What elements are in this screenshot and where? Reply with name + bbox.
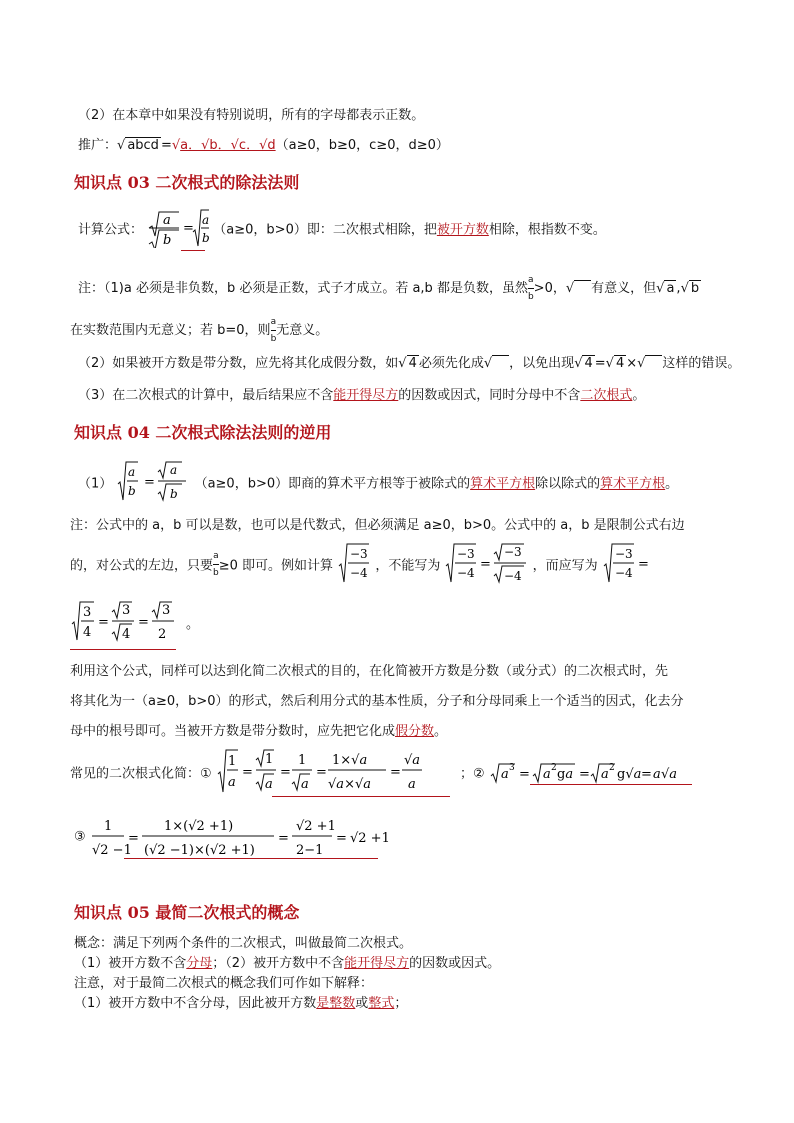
concept-line: 概念：满足下列两个条件的二次根式，叫做最简二次根式。: [74, 936, 413, 951]
cond-key1: 分母: [186, 956, 213, 971]
division-formula-line: [78, 208, 606, 248]
note2-a: 的，对公式的左边，只要: [70, 558, 214, 574]
note1-text-a: 注：（1)a 必须是非负数，b 必须是正数，式子才成立。若 a,b 都是负数，虽然: [78, 281, 528, 296]
svg-text:=: =: [480, 557, 492, 572]
svg-text:=: =: [640, 767, 652, 782]
svg-text:3: 3: [122, 603, 131, 618]
section-heading-03: 知识点 03 二次根式的除法法则: [74, 173, 300, 192]
svg-text:=: =: [315, 765, 327, 780]
note2-text-a: （2）如果被开方数是带分数，应先将其化成假分数，如: [78, 356, 399, 371]
svg-text:3: 3: [162, 603, 171, 618]
svg-text:1×(√2 +1): 1×(√2 +1): [163, 819, 233, 834]
red-underline: [181, 250, 205, 251]
note1-text-e: 无意义。: [276, 323, 329, 338]
svg-text:−3: −3: [457, 547, 476, 561]
svg-text:a: a: [227, 775, 236, 790]
svg-text:a: a: [542, 767, 551, 782]
svg-text:1×√a: 1×√a: [331, 753, 368, 768]
note2-d: ，而应写为: [532, 558, 598, 574]
svg-text:=: =: [144, 475, 156, 490]
note2-c: ，不能写为: [375, 558, 441, 574]
svg-text:3: 3: [508, 763, 515, 773]
svg-text:=: =: [578, 767, 590, 782]
svg-text:a: a: [600, 767, 609, 782]
svg-text:√a: √a: [660, 767, 677, 782]
example-result-math: [70, 600, 200, 650]
red-underline: [530, 784, 692, 785]
common-label: 常见的二次根式化简：①: [70, 766, 212, 782]
svg-text:−4: −4: [457, 566, 476, 580]
svg-text:−3: −3: [614, 547, 633, 561]
exp1-key1: 是整数: [316, 996, 356, 1011]
svg-text:−3: −3: [504, 545, 523, 559]
svg-text:=: =: [127, 831, 139, 846]
note3-key1: 能开得尽方: [333, 388, 399, 403]
svg-text:−4: −4: [614, 566, 633, 580]
svg-text:2−1: 2−1: [295, 843, 324, 858]
note-line1: 注：公式中的 a，b 可以是数，也可以是代数式，但必须满足 a≥0，b>0。公式中的 a，b 是限制公式右边: [70, 518, 685, 533]
svg-text:g√a: g√a: [616, 767, 642, 782]
svg-text:√2 −1: √2 −1: [91, 843, 132, 858]
svg-text:−4: −4: [350, 566, 368, 580]
svg-text:=: =: [389, 765, 401, 780]
note2-text-d: 这样的错误。: [662, 356, 741, 371]
svg-text:=: =: [138, 615, 149, 630]
svg-text:1: 1: [103, 819, 113, 834]
svg-text:4: 4: [122, 627, 131, 642]
inverse-rule-line: [78, 460, 678, 504]
formula-condition: （a≥0，b>0）即：二次根式相除，把: [213, 222, 437, 238]
note1-line2: 在实数范围内无意义；若 b=0，则 $\frac{a}{b}$ 无意义。: [70, 314, 328, 347]
note2-text-b: 必须先化成: [418, 356, 484, 371]
svg-text:a: a: [300, 777, 309, 792]
para-line1: 利用这个公式，同样可以达到化简二次根式的目的，在化简被开方数是分数（或分式）的二次根式时，先: [70, 664, 669, 679]
svg-text:−4: −4: [504, 569, 523, 583]
simplify-2-math: [489, 748, 689, 796]
item1-key2: 算术平方根: [600, 476, 666, 492]
right-form-math: [602, 542, 650, 586]
formula-key-term: 被开方数: [436, 222, 489, 238]
para3-key: 假分数: [395, 724, 435, 739]
svg-text:a: a: [264, 777, 273, 792]
svg-text:√a×√a: √a×√a: [327, 777, 371, 792]
para3-b: 。: [434, 724, 448, 739]
note2-text-c: ，以免出现: [509, 356, 575, 371]
simplify-3-math: [90, 812, 400, 862]
exp1-c: ；: [394, 996, 408, 1011]
svg-text:b: b: [163, 233, 172, 248]
svg-text:a: a: [163, 213, 171, 228]
svg-text:b: b: [170, 487, 179, 501]
red-underline: [124, 858, 378, 859]
para-line3: [70, 720, 447, 739]
svg-text:=: =: [518, 767, 530, 782]
cond-key2: 能开得尽方: [344, 956, 410, 971]
svg-text:a: a: [652, 767, 661, 782]
svg-text:=: =: [637, 557, 649, 572]
item1-text-c: 。: [665, 476, 679, 492]
simplify-1-math: [216, 748, 456, 796]
generalization-line: 推广：√ abcd =√a．√b．√c．√d（a≥0，b≥0，c≥0，d≥0）: [78, 138, 449, 153]
svg-text:=: =: [98, 615, 109, 630]
conditions-line: [74, 952, 500, 971]
section-heading-04: 知识点 04 二次根式除法法则的逆用: [74, 423, 332, 442]
cond-a: （1）被开方数不含: [74, 956, 187, 971]
svg-text:2: 2: [608, 763, 615, 773]
note1-line1: 注：（1)a 必须是非负数，b 必须是正数，式子才成立。若 a,b 都是负数，虽然 $\frac{a}{b}$ >0，√ 有意义，但√ a ,√ b: [78, 272, 701, 305]
note-positive-letters: （2）在本章中如果没有特别说明，所有的字母都表示正数。: [78, 108, 425, 123]
svg-text:1: 1: [264, 752, 274, 767]
svg-text:2: 2: [158, 627, 167, 642]
svg-text:−3: −3: [350, 547, 368, 561]
svg-text:a: a: [202, 213, 210, 227]
example-result-svg: [70, 600, 200, 646]
note2-b: ≥0 即可。例如计算: [218, 558, 334, 574]
explanation1-line: [74, 992, 407, 1011]
note3-text-c: 。: [632, 388, 646, 403]
svg-text:1: 1: [227, 754, 237, 769]
item1-key1: 算术平方根: [470, 476, 536, 492]
note3-text-a: （3）在二次根式的计算中，最后结果应不含: [78, 388, 334, 403]
example-sqrt-neg: [337, 542, 371, 586]
item1-number: （1）: [78, 476, 113, 492]
circle3-label: ③: [74, 829, 86, 845]
svg-text:=: =: [335, 831, 347, 846]
exp1-b: 或: [355, 996, 369, 1011]
note1-text-d: 在实数范围内无意义；若 b=0，则: [70, 323, 271, 338]
simplify-3-line: [74, 812, 400, 862]
svg-text:(√2 −1)×(√2 +1): (√2 −1)×(√2 +1): [143, 843, 255, 858]
item1-text-b: 除以除式的: [535, 476, 601, 492]
cond-c: 的因数或因式。: [409, 956, 501, 971]
note-line2: 的，对公式的左边，只要 $\frac{a}{b}$ ≥0 即可。例如计算 −3 −4 ，不能写为 −3 −4 = −3 −4 ，而应写为 −3 −4 =: [70, 542, 650, 586]
svg-text:1: 1: [297, 753, 307, 768]
generalize-label: 推广：: [78, 138, 118, 153]
note3-line: [78, 384, 645, 403]
svg-text:=: =: [279, 765, 291, 780]
generalize-lhs: abcd: [127, 138, 159, 153]
inverse-rule-math: [116, 460, 190, 504]
attention-line: 注意，对于最简二次根式的概念我们可作如下解释：: [74, 976, 374, 991]
svg-text:2: 2: [550, 763, 557, 773]
exp1-a: （1）被开方数中不含分母，因此被开方数: [74, 996, 317, 1011]
svg-text:a: a: [500, 767, 509, 782]
svg-text:=: =: [277, 831, 289, 846]
svg-text:a: a: [407, 777, 416, 792]
wrong-form-math: [444, 542, 528, 586]
common-simplification-line: [70, 748, 689, 796]
svg-text:√2 +1: √2 +1: [295, 819, 336, 834]
exp1-key2: 整式: [368, 996, 395, 1011]
cond-b: ；（2）被开方数中不含: [212, 956, 345, 971]
svg-text:a: a: [170, 463, 178, 477]
item1-text-a: （a≥0，b>0）即商的算术平方根等于被除式的: [194, 476, 471, 492]
formula-label: 计算公式：: [78, 222, 144, 238]
para3-a: 母中的根号即可。当被开方数是带分数时，应先把它化成: [70, 724, 396, 739]
svg-text:√2 +1: √2 +1: [349, 831, 390, 846]
svg-text:=: =: [241, 765, 253, 780]
generalize-condition: （a≥0，b≥0，c≥0，d≥0）: [275, 138, 449, 153]
para-line2: 将其化为一（a≥0，b>0）的形式，然后利用分式的基本性质，分子和分母同乘上一个适当的因式，化去分: [70, 694, 684, 709]
svg-text:b: b: [202, 231, 210, 245]
formula-end: 相除，根指数不变。: [488, 222, 606, 238]
svg-text:4: 4: [83, 625, 92, 640]
circle2-label: ；②: [459, 766, 485, 782]
generalize-rhs: a．√b．√c．√d: [180, 138, 276, 153]
note1-text-b: >0，: [533, 281, 566, 296]
svg-text:3: 3: [83, 605, 92, 620]
svg-text:。: 。: [186, 617, 200, 632]
red-underline: [70, 649, 176, 650]
svg-text:ga: ga: [556, 767, 573, 782]
svg-text:a: a: [128, 465, 136, 479]
section-heading-05: 知识点 05 最简二次根式的概念: [74, 903, 300, 922]
note2-line: （2）如果被开方数是带分数，应先将其化成假分数，如√ 4 必须先化成√ ，以免出现√ 4 =√ 4 ×√ 这样的错误。: [78, 356, 741, 371]
note3-text-b: 的因数或因式，同时分母中不含: [398, 388, 581, 403]
red-underline: [272, 796, 450, 797]
division-formula-math: [147, 208, 209, 248]
note1-text-c: 有意义，但: [591, 281, 657, 296]
svg-text:b: b: [128, 484, 137, 498]
note3-key2: 二次根式: [580, 388, 633, 403]
svg-text:=: =: [183, 221, 195, 236]
svg-text:√a: √a: [403, 753, 420, 768]
